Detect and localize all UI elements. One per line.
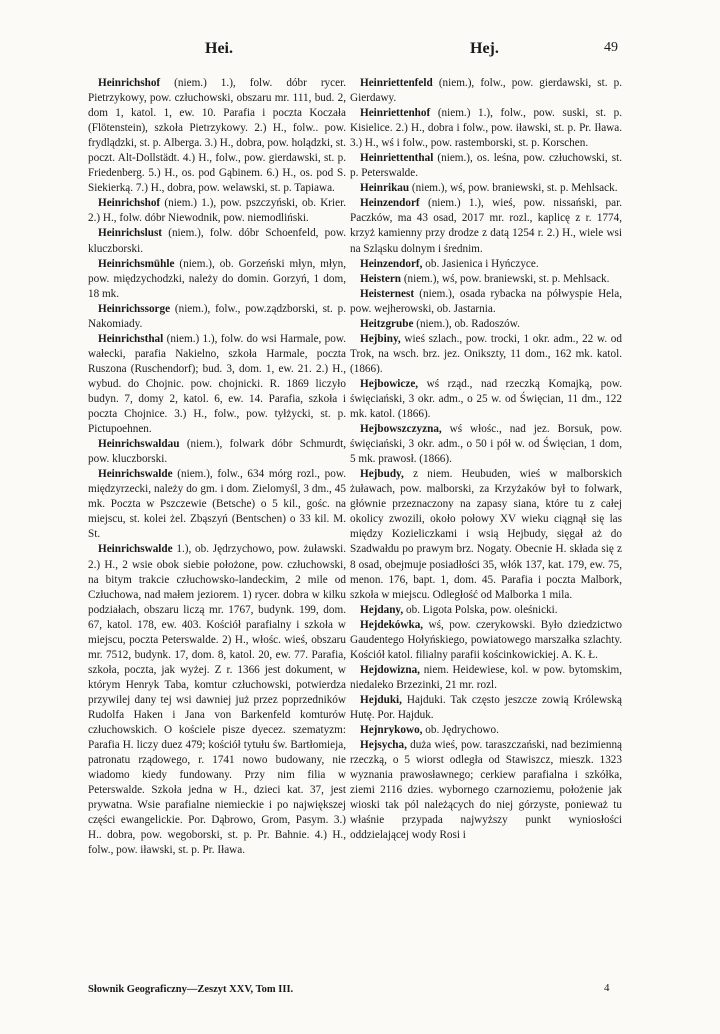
dictionary-entry: [88, 332, 346, 437]
entry-text: (niem.), folwark dóbr Schmurdt, pow. kluczborski.: [88, 438, 347, 466]
entry-headword: Heinriettenthal: [360, 152, 434, 165]
entry-headword: Heinzendorf,: [360, 257, 423, 270]
entry-text: (niem.) 1.), folw. dóbr rycer. Pietrzykowy, pow. człuchowski, obszaru mr. 111, bud. 2, dom 1, katol. 1, ew. 10. Parafia i poczta Koczała (Flötenstein), szkoła Pietrzykowy. 2.) H., folw.. pow. frydlądzki, st. p. Alberga. 3.) H., dobra, pow. holądzki, st. poczt. Alt-Dollstädt. 4.) H., folw., pow. gierdawski, st. p. Friedenberg. 5.) H., os. pod Gąbinem. 6.) H., os. pod S. Siekierką. 7.) H., dobra, pow. welawski, st. p. Tapiawa.: [88, 77, 346, 195]
dictionary-entry: [88, 542, 346, 858]
entry-headword: Hejduki,: [360, 693, 402, 706]
entry-text: ob. Ligota Polska, pow. oleśnicki.: [406, 603, 558, 616]
entry-text: z niem. Heubuden, wieś w malborskich żuławach, pow. malborski, za Krzyżaków był to folwark, głównie przeznaczony na zapasy siana, które tu z całej okolicy zwozili, około połowy XV wieku ciągnął się las między Kozieliczkami i wsią Hejbudy, sięgał aż do Szadwałdu po prawym brz. Nogaty. Obecnie H. składa się z 8 osad, obejmuje posiadłości 35, włók 137, kat. 179, ew. 75, menon. 176, bapt. 1, dom. 45. Parafia i poczta Malbork, szkoła w miejscu. Odległość od Malborka 1 mila.: [350, 468, 622, 601]
entry-headword: Heinrichswalde: [98, 543, 173, 556]
dictionary-entry: [350, 377, 622, 422]
entry-text: (niem.), wś, pow. braniewski, st. p. Mehlsack.: [411, 182, 618, 195]
column-divider: [347, 74, 348, 1034]
entry-text: wś włośc., nad jez. Borsuk, pow. święciański, 3 okr. adm., o 50 i pół w. od Święcian, 1 dom, 5 mk. prawosł. (1866).: [350, 423, 622, 466]
dictionary-entry: [350, 603, 622, 618]
entry-headword: Heinrichsthal: [98, 332, 164, 345]
dictionary-entry: [350, 257, 622, 272]
dictionary-entry: [350, 196, 622, 256]
entry-text: (niem.), folw., pow.ządzborski, st. p. Nakomiady.: [88, 302, 347, 330]
entry-headword: Heistern: [360, 272, 402, 285]
entry-headword: Heisternest: [360, 287, 415, 300]
dictionary-entry: [88, 226, 346, 256]
dictionary-entry: [88, 196, 346, 226]
dictionary-entry: [350, 272, 622, 287]
entry-headword: Hejbudy,: [360, 468, 404, 481]
dictionary-entry: [350, 422, 622, 467]
dictionary-entry: [350, 618, 622, 663]
signature-number: 4: [604, 982, 610, 994]
dictionary-entry: [350, 76, 622, 106]
entry-headword: Hejsycha,: [360, 739, 407, 752]
entry-text: ob. Jędrychowo.: [425, 724, 499, 737]
dictionary-entry: [350, 317, 622, 332]
entry-text: (niem.), folw., 634 mórg rozl., pow. międzyrzecki, należy do gm. i dom. Zielomyśl, 3 dm., 45 mk. Poczta w Pszczewie (Betsche) o 5 kil., gośc. na miejscu, st. kolei żel. Zbąszyń (Bentschen) o 33 kil. M. St.: [88, 468, 346, 541]
dictionary-entry: [350, 332, 622, 377]
entry-text: duża wieś, pow. taraszczański, nad bezimienną rzeczką, o 5 wiorst odległa od Stawiszcz, mieszk. 1323 wyznania prawosławnego; cerkiew parafialna i szkółka, ziemi 2116 dzies. wybornego czarnoziemu, położenie jak wioski tak pól należących do niej górzyste, ponieważ tu właśnie przypada najwyższy punkt wyniosłości oddzielającej wody Rosi i: [350, 739, 623, 842]
entry-headword: Heinrikau: [360, 182, 410, 195]
entry-headword: Heinrichswalde: [98, 468, 173, 481]
entry-text: 1.), ob. Jędrzychowo, pow. żuławski. 2.) H., 2 wsie obok siebie położone, pow. człuchowski, na bitym trakcie człuchowsko-landeckim, 2 mile od Człuchowa, nad małem jeziorem. 1) rycer. dobra w kilku podziałach, obszaru liczą mr. 1767, budynk. 199, dom. 67, katol. 178, ew. 403. Kościół parafialny i szkoła w miejscu, poczta Peterswalde. 2) H., włośc. wieś, obszaru mr. 7512, budynk. 17, dom. 8, katol. 20, ew. 77. Parafia, szkoła, poczta, jak wyżej. Z r. 1366 jest dokument, w którym Henryk Taba, komtur człuchowski, potwierdza przywilej dany tej wsi dawniej już przez poprzedników Rudolfa Haken i Jana von Barkenfeld komturów człuchowskich. O kościele pisze dyecez. szematyzm: Parafia H. liczy duez 479; kościół tytułu św. Bartłomieja, patronatu rządowego, r. 1741 nowo budowany, nie wiadomo kiedy fundowany. Przy nim filia w Peterswalde. Szkoła jedna w H., dzieci kat. 37, jest prywatna. Wsie parafialne niemieckie i po największej części ewangelickie. Por. Dąbrowo, Grom, Pasym. 3.) H.. dobra, pow. wegoborski, st. p. Pr. Bahnie. 4.) H., folw., pow. iławski, st. p. Pr. Iława.: [88, 543, 347, 857]
dictionary-entry: [88, 257, 346, 302]
dictionary-entry: [350, 467, 622, 602]
right-column: [350, 76, 622, 843]
dictionary-entry: [88, 437, 346, 467]
dictionary-entry: [350, 723, 622, 738]
entry-text: (niem.), folw. dóbr Schoenfeld, pow. kluczborski.: [88, 227, 346, 255]
left-column: [88, 76, 346, 858]
footer-title: Słownik Geograficzny—Zeszyt XXV, Tom III.: [88, 984, 294, 995]
running-head-right: Hej.: [470, 40, 499, 57]
entry-headword: Hejbowicze,: [360, 377, 419, 390]
entry-text: (niem.) 1.), wieś, pow. nissański, par. Paczków, ma 43 osad, 2017 mr. rozl., kaplicę z r. 1774, krzyż kamienny przy drodze z datą 1254 r. 2.) H., wiele wsi na Szląsku dolnym i średnim.: [350, 197, 622, 255]
entry-text: (niem.), ob. Gorzeński młyn, młyn, pow. międzychodzki, należy do domin. Gorzyń, 1 dom, 18 mk.: [88, 257, 347, 300]
entry-headword: Heinrichshof: [98, 197, 161, 210]
entry-headword: Heinrichssorge: [98, 302, 171, 315]
page-number: 49: [604, 40, 618, 55]
entry-text: (niem.), wś, pow. braniewski, st. p. Mehlsack.: [403, 272, 610, 285]
entry-text: wieś szlach., pow. trocki, 1 okr. adm., 22 w. od Trok, na wsch. brz. jez. Oniksztу, 11 dom., 162 mk. katol. (1866).: [350, 332, 622, 375]
dictionary-entry: [88, 76, 346, 196]
entry-headword: Heinrichsmühle: [98, 257, 175, 270]
entry-text: (niem.) 1.), folw. do wsi Harmale, pow. wałecki, parafia Nakielno, szkoła Harmale, poczta Ruszona (Ruschendorf); bud. 3, dom. 1, ew. 21. 2.) H., wybud. do Chojnic. pow. chojnicki. R. 1869 liczyło budyn. 7, domy 2, katol. 6, ew. 14. Parafia, szkoła i poczta Chojnice. 3.) H., folw., pow. tyłżycki, st. p. Pictupoehnen.: [88, 332, 347, 436]
entry-headword: Hejbiny,: [360, 332, 401, 345]
entry-headword: Heinrichshof: [98, 77, 161, 89]
dictionary-entry: [350, 738, 622, 843]
dictionary-entry: [350, 693, 622, 723]
entry-headword: Heinrichswaldau: [98, 438, 180, 451]
entry-text: Hajduki. Tak często jeszcze zowią Królewską Hutę. Por. Hajduk.: [350, 693, 623, 721]
entry-text: (niem.) 1.), folw., pow. suski, st. p. Kisielice. 2.) H., dobra i folw., pow. iławski, st. p. Pr. Iława. 3.) H., wś i folw., pow. rastemborski, st. p. Korschen.: [350, 107, 622, 150]
entry-headword: Hejbowszczyzna,: [360, 423, 442, 436]
dictionary-entry: [350, 181, 622, 196]
dictionary-entry: [350, 106, 622, 151]
dictionary-entry: [350, 663, 622, 693]
dictionary-entry: [350, 151, 622, 181]
entry-text: ob. Jasienica i Hyńczyce.: [425, 257, 539, 270]
entry-headword: Heitzgrube: [360, 317, 414, 330]
entry-text: wś, pow. czerykowski. Było dziedzictwo Gaudentego Hołyńskiego, powiatowego marszałka szlachty. Kościół katol. filialny parafii kościnkowickiej. A. K. Ł.: [350, 618, 622, 661]
entry-text: (niem.) 1.), pow. pszczyński, ob. Krier. 2.) H., folw. dóbr Niewodnik, pow. niemodliński.: [88, 197, 346, 225]
entry-headword: Hejnrykowo,: [360, 724, 423, 737]
entry-headword: Heinriettenhof: [360, 107, 431, 120]
entry-headword: Hejdowizna,: [360, 663, 420, 676]
entry-text: (niem.), osada rybacka na półwyspie Hela, pow. wejherowski, ob. Jastarnia.: [350, 287, 622, 315]
entry-headword: Heinrichslust: [98, 227, 163, 240]
entry-text: wś rząd., nad rzeczką Komajką, pow. święciański, 3 okr. adm., o 25 w. od Święcian, 11 dm., 122 mk. katol. (1866).: [350, 377, 622, 421]
entry-headword: Heinriettenfeld: [360, 77, 433, 89]
entry-text: niem. Heidewiese, kol. w pow. bytomskim, niedaleko Brzezinki, 21 mr. rozl.: [350, 663, 622, 691]
entry-text: (niem.), folw., pow. gierdawski, st. p. Gierdawy.: [350, 77, 622, 105]
entry-headword: Hejdany,: [360, 603, 404, 616]
entry-headword: Hejdekówka,: [360, 618, 424, 631]
entry-text: (niem.), os. leśna, pow. człuchowski, st. p. Peterswalde.: [350, 152, 623, 180]
entry-text: (niem.), ob. Radoszów.: [416, 317, 520, 330]
entry-headword: Heinzendorf: [360, 197, 420, 210]
dictionary-entry: [350, 287, 622, 317]
running-head-left: Hei.: [205, 40, 233, 57]
dictionary-entry: [88, 302, 346, 332]
dictionary-entry: [88, 467, 346, 542]
